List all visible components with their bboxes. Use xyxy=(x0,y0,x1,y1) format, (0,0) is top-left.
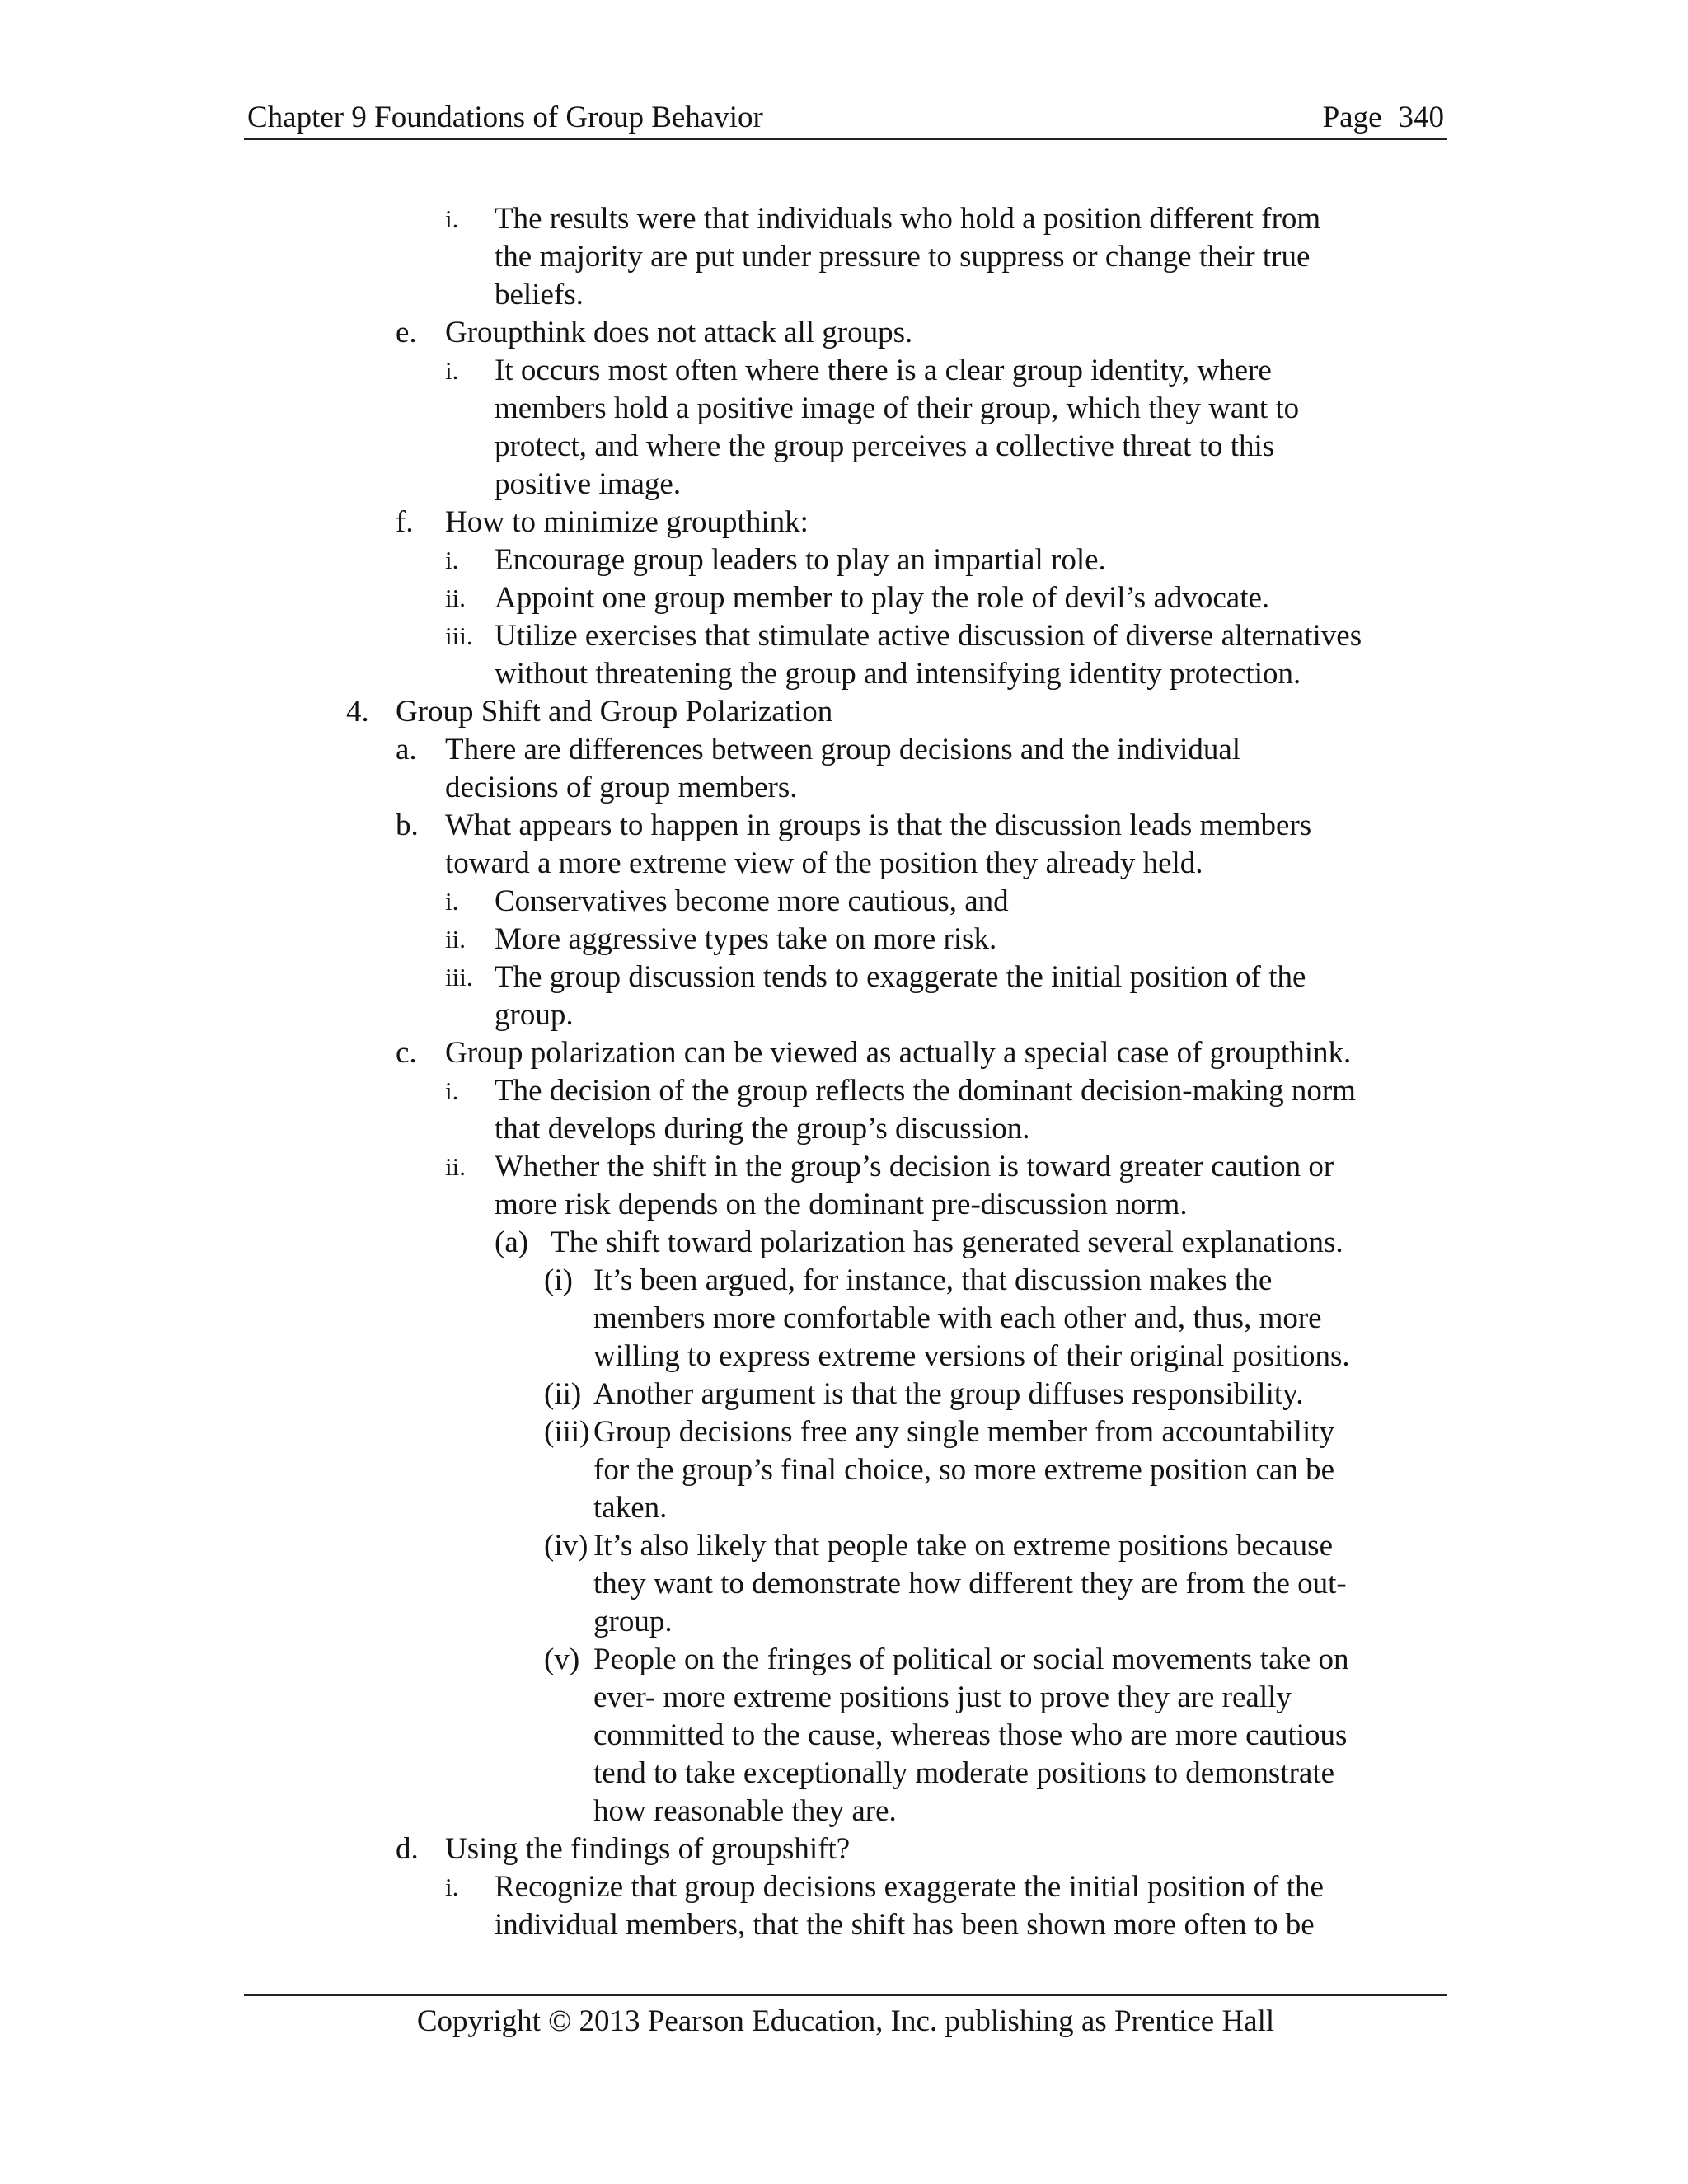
outline-text-line: Using the findings of groupshift? xyxy=(445,1832,851,1866)
page-header xyxy=(244,97,1447,140)
page-number: 340 xyxy=(1398,101,1444,134)
outline-text-line: individual members, that the shift has been shown more often to be xyxy=(495,1908,1315,1942)
list-marker: 4. xyxy=(346,695,369,729)
list-marker: (iii) xyxy=(544,1415,590,1449)
page-indicator xyxy=(1323,97,1444,138)
list-marker: iii. xyxy=(445,621,473,650)
page-label: Page xyxy=(1322,101,1382,134)
list-marker: i. xyxy=(445,1872,459,1901)
outline-text-line: group. xyxy=(495,998,574,1032)
outline-text-line: without threatening the group and intensifying identity protection. xyxy=(495,657,1301,691)
list-marker: f. xyxy=(396,505,414,539)
list-marker: (i) xyxy=(544,1263,573,1297)
list-marker: (ii) xyxy=(544,1377,582,1411)
outline-text-line: willing to express extreme versions of their original positions. xyxy=(593,1339,1350,1373)
outline-text-line: taken. xyxy=(593,1491,668,1525)
outline-text-line: how reasonable they are. xyxy=(593,1794,897,1828)
outline-text-line: positive image. xyxy=(495,467,682,501)
outline-text-line: Appoint one group member to play the role of devil’s advocate. xyxy=(495,581,1270,615)
outline-text-line: The decision of the group reflects the dominant decision-making norm xyxy=(495,1074,1356,1108)
outline-text-line: decisions of group members. xyxy=(445,771,798,804)
list-marker: i. xyxy=(445,356,459,385)
list-marker: ii. xyxy=(445,925,466,954)
outline-text-line: group. xyxy=(593,1605,673,1638)
outline-text-line: the majority are put under pressure to suppress or change their true xyxy=(495,240,1311,274)
list-marker: (iv) xyxy=(544,1529,588,1563)
list-marker: ii. xyxy=(445,583,466,612)
outline-text-line: The results were that individuals who hold a position different from xyxy=(495,202,1321,236)
outline-text-line: The group discussion tends to exaggerate the initial position of the xyxy=(495,960,1306,994)
outline-text-line: Recognize that group decisions exaggerate the initial position of the xyxy=(495,1870,1324,1904)
list-marker: a. xyxy=(396,733,417,766)
outline-text-line: Group polarization can be viewed as actually a special case of groupthink. xyxy=(445,1036,1352,1070)
outline-text-line: that develops during the group’s discussion. xyxy=(495,1112,1030,1146)
outline-text-line: People on the fringes of political or social movements take on xyxy=(593,1643,1349,1676)
list-marker: i. xyxy=(445,204,459,233)
list-marker: b. xyxy=(396,808,419,842)
list-marker: i. xyxy=(445,546,459,574)
outline-text-line: ever- more extreme positions just to prove they are really xyxy=(593,1680,1292,1714)
outline-text-line: members hold a positive image of their group, which they want to xyxy=(495,391,1300,425)
outline-text-line: more risk depends on the dominant pre-discussion norm. xyxy=(495,1188,1188,1221)
list-marker: d. xyxy=(396,1832,419,1866)
outline-text-line: toward a more extreme view of the position they already held. xyxy=(445,846,1203,880)
list-marker: (a) xyxy=(495,1226,529,1259)
outline-text-line: Conservatives become more cautious, and xyxy=(495,884,1009,918)
outline-text-line: Groupthink does not attack all groups. xyxy=(445,316,913,349)
outline-text-line: It’s also likely that people take on extreme positions because xyxy=(593,1529,1333,1563)
outline-text-line: There are differences between group decisions and the individual xyxy=(445,733,1241,766)
outline-text-line: What appears to happen in groups is that the discussion leads members xyxy=(445,808,1312,842)
outline-text-line: Group Shift and Group Polarization xyxy=(396,695,833,729)
outline-text-line: It’s been argued, for instance, that discussion makes the xyxy=(593,1263,1273,1297)
list-marker: i. xyxy=(445,1076,459,1105)
chapter-title: Chapter 9 Foundations of Group Behavior xyxy=(247,101,763,134)
outline-text-line: Encourage group leaders to play an impartial role. xyxy=(495,543,1106,577)
outline-text-line: More aggressive types take on more risk. xyxy=(495,922,997,956)
outline-text-line: Whether the shift in the group’s decision is toward greater caution or xyxy=(495,1150,1334,1183)
outline-text-line: Group decisions free any single member from accountability xyxy=(593,1415,1335,1449)
outline-text-line: Utilize exercises that stimulate active discussion of diverse alternatives xyxy=(495,619,1362,653)
list-marker: c. xyxy=(396,1036,417,1070)
outline-text-line: for the group’s final choice, so more extreme position can be xyxy=(593,1453,1335,1487)
outline-text-line: they want to demonstrate how different they are from the out- xyxy=(593,1567,1347,1601)
list-marker: i. xyxy=(445,887,459,916)
outline-text-line: It occurs most often where there is a clear group identity, where xyxy=(495,354,1272,387)
outline-text-line: committed to the cause, whereas those who are more cautious xyxy=(593,1718,1348,1752)
outline-text-line: protect, and where the group perceives a collective threat to this xyxy=(495,429,1275,463)
copyright-notice: Copyright © 2013 Pearson Education, Inc. publishing as Prentice Hall xyxy=(416,2004,1275,2038)
list-marker: (v) xyxy=(544,1643,580,1676)
list-marker: ii. xyxy=(445,1152,466,1181)
outline-text-line: members more comfortable with each other and, thus, more xyxy=(593,1301,1322,1335)
list-marker: e. xyxy=(396,316,417,349)
page-footer xyxy=(244,1994,1447,2041)
outline-text-line: beliefs. xyxy=(495,278,584,312)
list-marker: iii. xyxy=(445,963,473,991)
outline-text-line: tend to take exceptionally moderate positions to demonstrate xyxy=(593,1756,1335,1790)
outline-text-line: How to minimize groupthink: xyxy=(445,505,809,539)
outline-text-line: Another argument is that the group diffuses responsibility. xyxy=(593,1377,1304,1411)
outline-text-line: The shift toward polarization has generated several explanations. xyxy=(551,1226,1343,1259)
